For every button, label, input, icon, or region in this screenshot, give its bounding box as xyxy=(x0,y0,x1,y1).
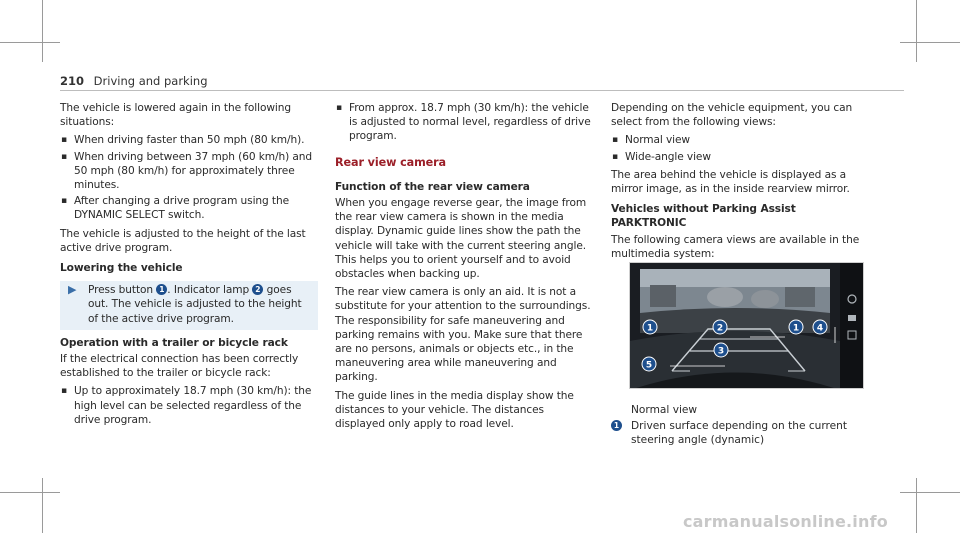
callout-number: 2 xyxy=(252,284,263,295)
crop-mark xyxy=(900,492,960,493)
section-title: Driving and parking xyxy=(93,74,208,88)
list-item: ▪ When driving between 37 mph (60 km/h) and 50 mph (80 km/h) for approximately three minutes. xyxy=(60,150,318,193)
trailer-bullets xyxy=(60,384,318,427)
figure-caption xyxy=(611,403,873,448)
list-item: ▪ Normal view xyxy=(611,133,873,147)
svg-text:3: 3 xyxy=(717,346,725,357)
list-item: ▪ Wide-angle view xyxy=(611,150,873,164)
callout-number: 1 xyxy=(611,420,622,431)
paragraph: The rear view camera is only an aid. It is not a substitute for your attention to the surroundings. The responsibility for safe maneuvering and parking remains with you. Make sure that there are no persons, animals or objects etc., in the maneuvering area while maneuvering and parking. xyxy=(335,286,591,384)
trailer-text: If the electrical connection has been correctly established to the trailer or bicycle rack: xyxy=(60,353,299,380)
caption-item-text: Driven surface depending on the current steering angle (dynamic) xyxy=(631,420,848,447)
callout-marker xyxy=(789,320,803,334)
views-list xyxy=(611,133,873,163)
arrow-right-icon: ▶ xyxy=(68,283,77,297)
crop-mark xyxy=(916,0,917,62)
camera-view-illustration xyxy=(630,263,864,389)
paragraph: When you engage reverse gear, the image from the rear view camera is shown in the media display. Dynamic guide lines show the path the vehicle will take with the current steering angle. This helps you to orient yourself and to avoid obstacles when backing up. xyxy=(335,197,587,281)
crop-mark xyxy=(42,478,43,533)
lowering-heading: Lowering the vehicle xyxy=(60,262,183,275)
parktronic-heading: Vehicles without Parking Assist PARKTRONIC xyxy=(611,203,796,230)
rear-view-camera-title: Rear view camera xyxy=(335,155,447,169)
crop-mark xyxy=(0,492,60,493)
mirror-text: The area behind the vehicle is displayed as a mirror image, as in the inside rearview mirror. xyxy=(611,168,850,196)
svg-text:5: 5 xyxy=(645,360,653,371)
paragraph: The guide lines in the media display show the distances to your vehicle. The distances displayed only apply to road level. xyxy=(335,389,574,431)
list-item: ▪ When driving faster than 50 mph (80 km/h). xyxy=(60,133,318,147)
svg-text:4: 4 xyxy=(816,323,824,334)
crop-mark xyxy=(42,0,43,62)
adjusted-text: The vehicle is adjusted to the height of the last active drive program. xyxy=(60,227,306,254)
callout-marker xyxy=(643,320,657,334)
col2-bullets xyxy=(335,101,597,144)
crop-mark xyxy=(0,42,60,43)
caption-title: Normal view xyxy=(631,404,698,416)
list-item: ▪ After changing a drive program using the DYNAMIC SELECT switch. xyxy=(60,194,318,222)
camera-view-image xyxy=(629,262,864,389)
views-intro: Depending on the vehicle equipment, you can select from the following views: xyxy=(611,102,853,129)
watermark: carmanualsonline.info xyxy=(683,512,888,531)
instruction-step: ▶ Press button 1 . Indicator lamp 2 goes out. The vehicle is adjusted to the height of the active drive program. xyxy=(60,281,318,330)
svg-text:1: 1 xyxy=(646,323,654,334)
svg-text:2: 2 xyxy=(716,323,724,334)
crop-mark xyxy=(900,42,960,43)
callout-number: 1 xyxy=(156,284,167,295)
intro-text: The vehicle is lowered again in the following situations: xyxy=(60,102,291,129)
intro-bullets xyxy=(60,133,318,222)
function-heading: Function of the rear view camera xyxy=(335,180,530,193)
column-1 xyxy=(60,101,318,431)
callout-marker xyxy=(813,320,827,334)
column-3 xyxy=(611,101,873,265)
callout-marker xyxy=(713,320,727,334)
column-2 xyxy=(335,101,597,435)
parktronic-text: The following camera views are available in the multimedia system: xyxy=(611,233,860,260)
list-item: ▪ From approx. 18.7 mph (30 km/h): the vehicle is adjusted to normal level, regardless of drive program. xyxy=(335,101,597,144)
svg-text:1: 1 xyxy=(792,323,800,334)
header-divider xyxy=(60,90,904,91)
page-header xyxy=(60,74,208,88)
page-number: 210 xyxy=(60,74,85,88)
list-item: ▪ Up to approximately 18.7 mph (30 km/h): the high level can be selected regardless of the drive program. xyxy=(60,384,318,427)
crop-mark xyxy=(916,478,917,533)
trailer-heading: Operation with a trailer or bicycle rack xyxy=(60,336,288,349)
callout-marker xyxy=(642,357,656,371)
callout-marker xyxy=(714,343,728,357)
caption-item xyxy=(611,419,873,447)
